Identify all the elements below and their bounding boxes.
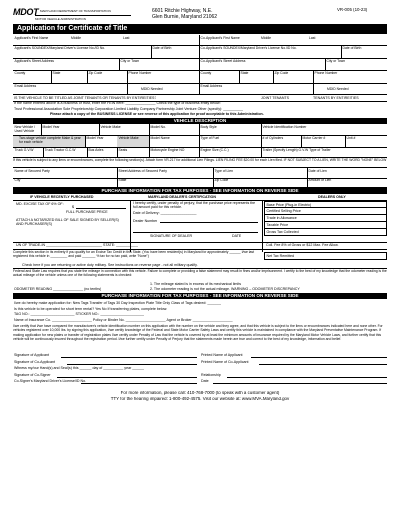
co-applicant-phone-cell[interactable]: Phone Number (314, 71, 338, 76)
certified-selling-price-field[interactable]: Certified Selling Price (264, 208, 387, 215)
odometer-statement: Federal and State Law requires that you state the mileage in connection with this vehicle. Failure to complete or providing a false statement may result in fines and/or imprisonment. I certify to the best of my knowledge that the odometer reading is the actual mileage of the vehicle unless one of the following statements is checked: (13, 269, 387, 278)
odometer-option-2[interactable]: 2. The odometer reading is not the actual mileage. WARNING – ODOMETER DISCREPANCY (150, 287, 300, 291)
vehicle-row-1 (13, 124, 387, 136)
seats-cell[interactable]: Seats (117, 147, 150, 157)
co-applicant-signature-line[interactable] (67, 364, 197, 365)
unit-number-cell[interactable]: Unit # (346, 136, 356, 141)
registration-heading: PURCHASE INFORMATION FOR TAX PURPOSES - SEE INFORMATION ON REVERSE SIDE (13, 293, 387, 299)
body-style-cell[interactable]: Body Style (199, 124, 262, 135)
trailer-cell[interactable]: Trailer (Specify Length) G.V.W Type of Trailer (262, 147, 331, 152)
co-applicant-printed-line[interactable] (259, 364, 387, 365)
applicant-street-cell[interactable]: Applicant's Street Address (13, 58, 120, 70)
mdot-logo (13, 7, 133, 23)
date-of-delivery[interactable]: Date of Delivery: __________________ (133, 211, 197, 215)
co-applicant-name-cell[interactable]: Co-Applicant's First Name Middle Last (200, 35, 316, 40)
relationship-line[interactable] (227, 377, 387, 378)
truck-tractor-cell[interactable]: Truck Tractor G.C.W (43, 147, 88, 157)
fuel-type-cell[interactable]: Type of Fuel (199, 136, 262, 147)
applicant-printed-line[interactable] (251, 357, 387, 358)
short-term-rental-line[interactable]: Is this vehicle to be operated for short term rental? Yes No If transferring plates, complete below: (14, 306, 168, 311)
co-applicant-zip-cell[interactable]: Zip Code (273, 71, 314, 83)
vin-cell[interactable]: Vehicle Identification Number (262, 124, 307, 129)
tenants-option-entireties[interactable]: TENANTS BY ENTIREITIES (313, 95, 359, 100)
co-signer-signature-label: Signature of Co-Signer (14, 372, 51, 377)
tenants-option-joint[interactable]: JOINT TENANTS (261, 95, 290, 100)
engine-size-cell[interactable]: Engine Size (C.C.) (199, 147, 262, 157)
dealer-signature-line[interactable] (133, 232, 258, 233)
logo-sub1: MARYLAND DEPARTMENT OF TRANSPORTATION (40, 9, 111, 13)
odometer-reading[interactable]: ODOMETER READING _______________ (no tenths) (14, 287, 102, 291)
new-used-cell[interactable]: New Vehicle / Used Vehicle (13, 124, 42, 135)
lien-state-cell[interactable]: State (117, 178, 214, 187)
applicant-signature-label: Signature of Applicant (14, 353, 49, 357)
gross-tax-field[interactable]: Gross Tax Collected (264, 229, 387, 236)
lien-amount-cell[interactable]: Amount of Lien (308, 178, 332, 183)
lien-row-2 (13, 178, 387, 188)
lien-date-cell[interactable]: Date of Lien (308, 168, 327, 173)
co-applicant-state-cell[interactable]: State (239, 71, 274, 83)
business-fein-line[interactable]: If the name entered above is a business or trust, enter the FEIN here: _______________ Check the type of business entity below: (14, 101, 221, 105)
footer-phone-line: For more information, please call: 410-768-7000 (to speak with a customer agent) (120, 391, 280, 395)
dealers-only-heading: DEALERS ONLY (318, 195, 346, 199)
form-title: Application for Certificate of Title (17, 25, 128, 32)
military-check[interactable]: Check here if you are returning or active duty military. See instructions on reverse page - not all military qualify. (22, 263, 198, 267)
trade-in-line[interactable]: UN OF TRADE-IN ____________________________ STATE: ___________ (16, 243, 139, 247)
collection-fee-label: Coll. Fee 8% of Gross or $12 Max. Fee Allow. (266, 243, 339, 247)
form-number: VR-005 (10-23) (337, 8, 368, 12)
recent-purchase-heading: IF VEHICLE RECENTLY PURCHASED (30, 195, 94, 199)
co-applicant-email-cell[interactable]: Email Address (199, 83, 314, 94)
secured-party-name-cell[interactable]: Name of Secured Party (13, 168, 118, 178)
co-applicant-signature-label: Signature of Co-Applicant (14, 359, 55, 364)
logo-sub2: MOTOR VEHICLE ADMINISTRATION (35, 17, 86, 21)
form-title-bar (13, 24, 387, 34)
logo-text: MDOT (13, 7, 39, 17)
two-stage-cell[interactable]: Two-stage vehicle complete Make & year for each vehicle (13, 136, 86, 147)
signature-date-line[interactable] (213, 383, 387, 384)
bus-axles-cell[interactable]: Bus Axles (87, 147, 118, 157)
vehicle-description-heading: VEHICLE DESCRIPTION (13, 118, 387, 124)
tenants-question: IS THE VEHICLE TO BE TITLED AS JOINT TENANTS OR TENANTS BY ENTIREITIES? (14, 95, 157, 100)
cylinders-cell[interactable]: # of Cylinders (261, 136, 302, 147)
co-applicant-street-cell[interactable]: Co-Applicant's Street Address (199, 58, 326, 70)
base-price-field[interactable]: Base Price (Plug-in Electric) (264, 201, 387, 208)
excise-credit-para: Complete this section in its entirety if you qualify for an Excise Tax Credit in this State. (You have been resident(s) in Maryland for approximately ______ I/we last registered this vehicle in _________ and paid _______ % tax for no tax paid, write "None") (13, 250, 255, 259)
taxable-price-field[interactable]: Taxable Price (264, 222, 387, 229)
applicant-email-cell[interactable]: Email Address (13, 83, 128, 94)
vehicle-row-2 (13, 136, 387, 148)
two-stage-make-cell[interactable]: Vehicle Make (117, 136, 150, 147)
co-applicant-county-cell[interactable]: County (199, 71, 240, 83)
motor-carrier-cell[interactable]: Motor Carrier # (301, 136, 346, 147)
applicant-zip-cell[interactable]: Zip Code (87, 71, 128, 83)
trade-in-allowance-field[interactable]: Trade in Allowance (264, 215, 387, 222)
excise-label: MD. EXCISE TAX OF 6% OF: (16, 202, 64, 206)
vehicle-make-cell[interactable]: Vehicle Make (99, 124, 150, 135)
full-price-label: FULL PURCHASE PRICE (66, 210, 108, 214)
tag-sticker-line[interactable]: TAG NO.: ______________________ STICKER NO.: ______________________ (14, 312, 145, 316)
applicant-row-5 (13, 83, 387, 95)
model-year-cell[interactable]: Model Year (41, 124, 100, 135)
signature-date-label: Date (201, 379, 209, 383)
applicant-city-cell[interactable]: City or Town (119, 58, 200, 70)
applicant-county-cell[interactable]: County (13, 71, 52, 83)
odometer-option-1[interactable]: 1. The mileage stated is in excess of its mechanical limits (150, 282, 242, 286)
footer-website-line[interactable]: TTY for the hearing impaired: 1-800-492-4575. Visit our website at: www.MVA.Maryland.gov (110, 396, 290, 401)
lien-type-cell[interactable]: Type of Lien (213, 168, 308, 178)
insurance-line[interactable]: Name of Insurance Co. ____________________ Policy or Binder No. ____________________ Agent or Broker ____________________ (14, 317, 233, 322)
dealers-only-table (264, 201, 387, 236)
lien-note: If this vehicle is subject to any liens or encumbrances, complete the following section(s). Attach form VR-217 for additional Lien Filings. LIEN FILING FEE $20.00 for each Lien filed. IF NOT SUBJECT TO A LIEN, WRITE THE WORD "NONE" BELOW (13, 158, 387, 162)
tag-application-line[interactable]: I/we do hereby make application for: New Tags Transfer of Tags 30 Day Inspection Plate Title Only Class of Tags desired: _______ (14, 301, 222, 305)
witness-line[interactable]: Witness my/our Hand(s) and Seal(s) this ______ day of __________ year ______ (14, 366, 145, 370)
full-price-input[interactable] (76, 208, 126, 209)
certification-paragraph: I/we certify that I/we have compared the manufacturer's vehicle identification number on this application with the number on the vehicle and they agree, and that this vehicle is subject to the liens or encumbrances indicated here and none other. For vehicles registered over 10,000 lbs. by signing this application, I/we certify knowledge of the Federal and State Motor Carrier Safety Laws and certify this vehicle is maintained in compliance with the Maryland Preventative Maintenance Program. If making application for new plates or transfer of registration plates I/we certify under Penalty of Law that the vehicle is covered by at least the minimum amounts of insurance required by the Maryland Motor Vehicle Laws, and further certify that this vehicle will be continuously insured throughout the registration period. I/we further certify under Penalty of Perjury that the statements made herein are true and correct to the best of my knowledge, information and belief. (13, 324, 383, 341)
business-entity-options[interactable]: Trust Professional Association Sole Proprietorship Corporation Limited Liability Company Partnership Joint Venture Other (specify): __________ (14, 106, 244, 111)
dealer-cert-heading: MARYLAND DEALER'S CERTIFICATION (148, 195, 216, 199)
applicant-row-4 (13, 71, 387, 84)
lien-zip-cell[interactable]: Zip Code (213, 178, 308, 187)
applicant-printed-label: Printed Name of Applicant (201, 353, 243, 357)
notarized-note: ATTACH A NOTARIZED BILL OF SALE SIGNED BY SELLER(S) AND PURCHASER(S) (16, 218, 119, 227)
secured-party-address-cell[interactable]: Street Address of Secured Party (117, 168, 214, 178)
header-address-2: Glen Burnie, Maryland 21062 (152, 14, 218, 20)
logo-rule (35, 15, 131, 16)
two-stage-year-cell[interactable]: Model Year (85, 136, 118, 147)
co-applicant-dob-cell[interactable]: Date of Birth (342, 46, 362, 51)
co-applicant-license-cell[interactable]: Co-Applicant's SOUNDEX/Maryland Driver's License No./ID No. (199, 46, 342, 58)
co-applicant-printed-label: Printed Name of Co-Applicant (201, 359, 249, 364)
dealer-number-input[interactable] (160, 222, 258, 223)
co-signer-signature-line[interactable] (57, 377, 197, 378)
vehicle-row-3 (13, 147, 387, 158)
net-tax-field[interactable]: Net Tax Remitted (264, 252, 387, 260)
applicant-dob-cell[interactable]: Date of Birth (151, 46, 200, 58)
motorcycle-engine-cell[interactable]: Motorcycle Engine NO (149, 147, 200, 157)
model-name-cell[interactable]: Model Name (149, 136, 200, 147)
co-signer-license-label: Co-Signer's Maryland Driver's License/ID No. (14, 379, 87, 383)
dealer-signature-label: SIGNATURE OF DEALER (150, 234, 193, 238)
purchase-divider-2 (262, 200, 263, 252)
header-address-1: 6601 Ritchie Highway, N.E. (152, 8, 213, 14)
applicant-license-cell[interactable]: Applicant's SOUNDEX/Maryland Driver's License No./ID No. (13, 46, 152, 58)
relationship-label: Relationship (201, 372, 221, 377)
applicant-phone-cell[interactable]: Phone Number (127, 71, 200, 83)
applicant-mdid-cell[interactable]: MDID Needed (127, 83, 200, 94)
applicant-row-1 (13, 35, 387, 46)
applicant-row-3 (13, 58, 387, 71)
applicant-name-cell[interactable]: Applicant's First Name Middle Last (13, 35, 200, 45)
co-signer-license-line[interactable] (81, 383, 197, 384)
co-applicant-city-cell[interactable]: City or Town (326, 58, 346, 63)
dealer-date-label: DATE (232, 234, 242, 238)
excise-dollar: $ (72, 205, 74, 209)
dealer-number-label: Dealer Number (133, 219, 158, 223)
model-no-cell[interactable]: Model No. (149, 124, 200, 135)
purchase-heading: PURCHASE INFORMATION FOR TAX PURPOSES - SEE INFORMATION ON REVERSE SIDE (13, 188, 387, 194)
truck-gvw-cell[interactable]: Truck G.V.W (13, 147, 44, 157)
co-applicant-mdid-cell[interactable]: MDID Needed (327, 87, 349, 92)
dealer-cert-text: I hereby certify, under penalty of perjury, that the purchase price represents the full amount paid for this vehicle. (133, 201, 256, 210)
applicant-state-cell[interactable]: State (51, 71, 88, 83)
lien-city-cell[interactable]: City (13, 178, 118, 187)
business-license-note: Please attach a copy of the BUSINESS LICENSE or see reverse of this application for proof acceptable to this Administration. (50, 112, 264, 116)
applicant-row-2 (13, 46, 387, 59)
applicant-signature-line[interactable] (61, 357, 197, 358)
